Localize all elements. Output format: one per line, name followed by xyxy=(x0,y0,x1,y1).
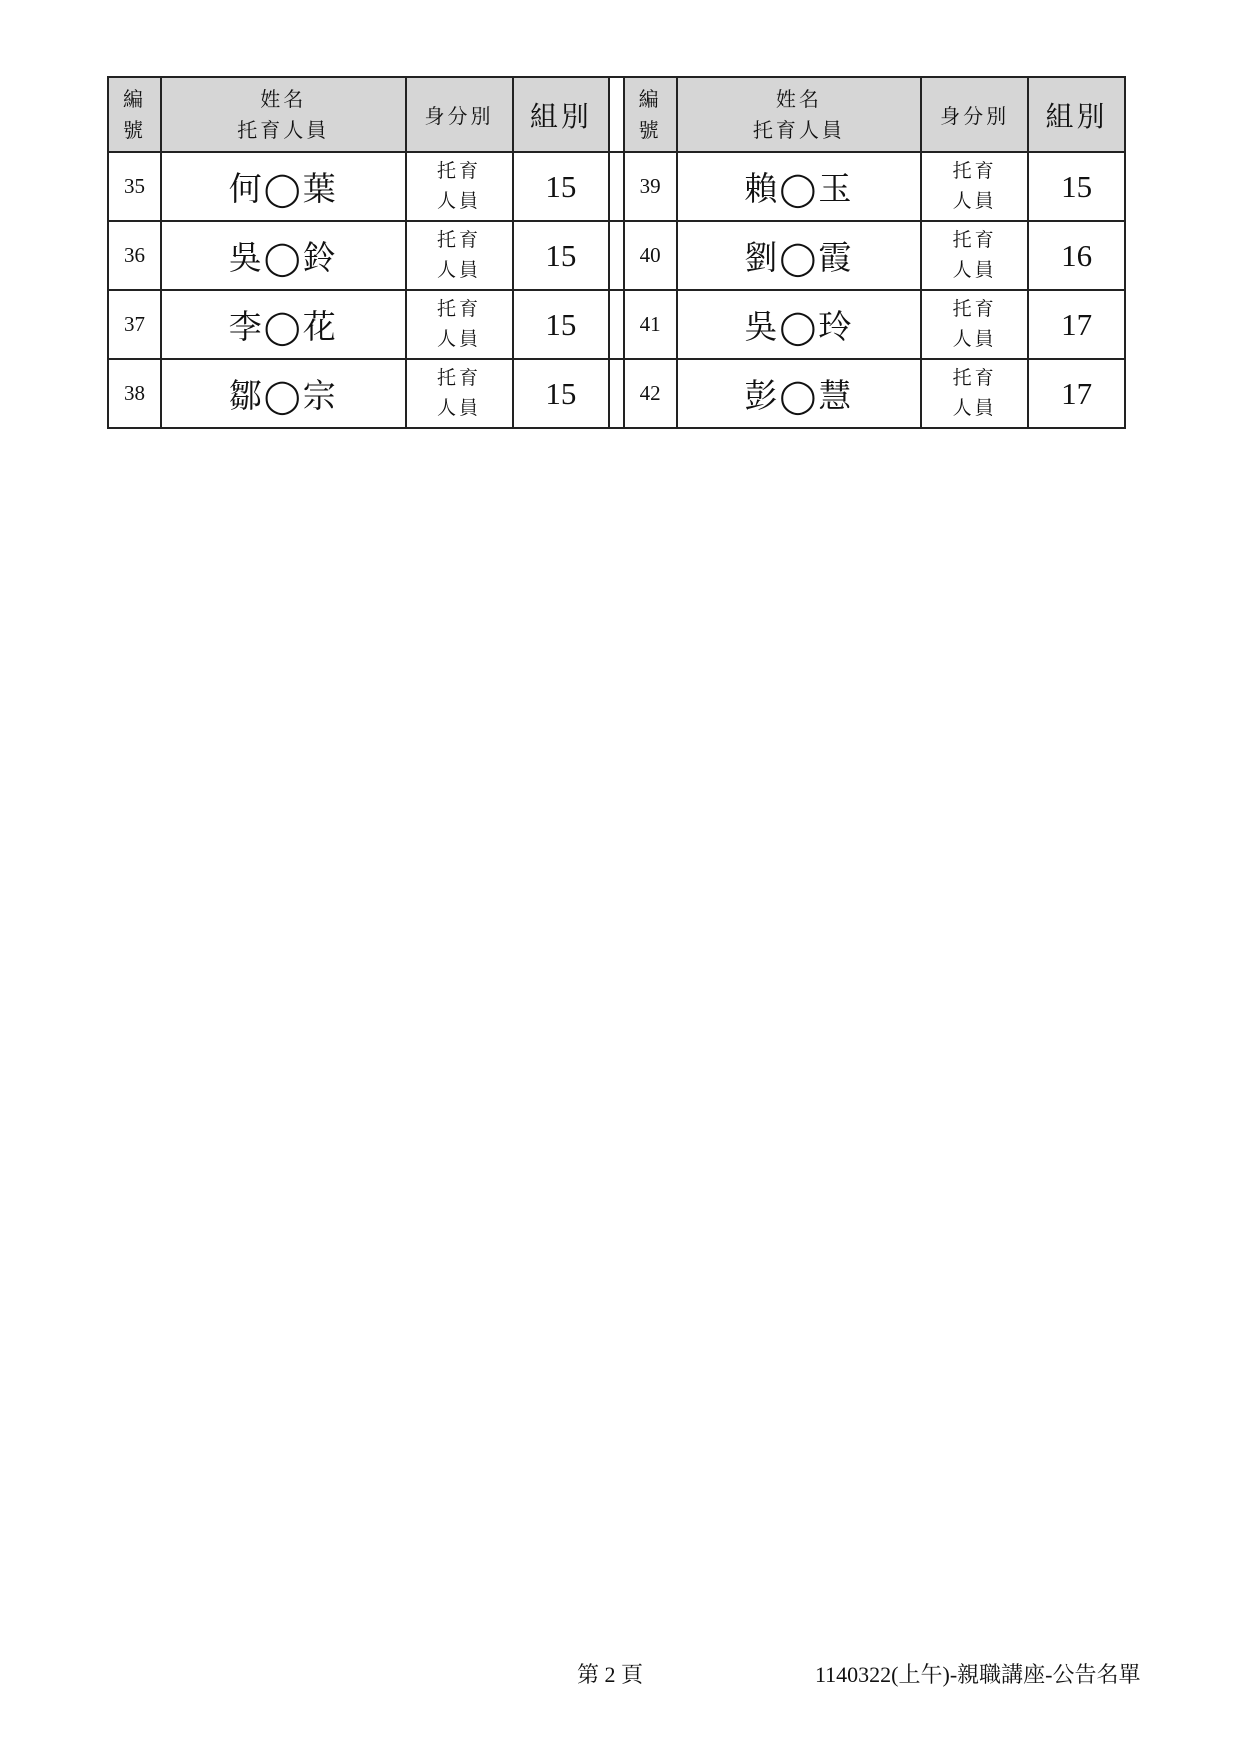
entry-role: 托育 人員 xyxy=(406,290,513,359)
entry-role: 托育 人員 xyxy=(921,221,1028,290)
column-separator xyxy=(609,359,623,428)
header-row xyxy=(108,77,1125,152)
entry-role: 托育 人員 xyxy=(406,152,513,221)
header-group-left: 組別 xyxy=(513,77,610,152)
entry-group: 15 xyxy=(513,221,610,290)
entry-name: 彭◯慧 xyxy=(677,359,922,428)
entry-group: 15 xyxy=(1028,152,1125,221)
entry-group: 15 xyxy=(513,359,610,428)
header-name-right: 姓名 托育人員 xyxy=(677,77,922,152)
entry-number: 37 xyxy=(108,290,161,359)
entry-number: 38 xyxy=(108,359,161,428)
roster-table xyxy=(107,76,1126,429)
entry-role: 托育 人員 xyxy=(921,152,1028,221)
column-separator xyxy=(609,221,623,290)
entry-name: 何◯葉 xyxy=(161,152,406,221)
entry-name: 李◯花 xyxy=(161,290,406,359)
entry-group: 15 xyxy=(513,290,610,359)
column-separator xyxy=(609,290,623,359)
entry-name: 鄒◯宗 xyxy=(161,359,406,428)
header-no-right: 編 號 xyxy=(624,77,677,152)
table-row xyxy=(108,221,1125,290)
entry-group: 16 xyxy=(1028,221,1125,290)
entry-number: 42 xyxy=(624,359,677,428)
entry-name: 吳◯玲 xyxy=(677,290,922,359)
entry-role: 托育 人員 xyxy=(406,359,513,428)
roster-body xyxy=(108,152,1125,428)
entry-name: 賴◯玉 xyxy=(677,152,922,221)
entry-number: 39 xyxy=(624,152,677,221)
column-separator xyxy=(609,77,623,152)
entry-role: 托育 人員 xyxy=(921,359,1028,428)
entry-role: 托育 人員 xyxy=(921,290,1028,359)
entry-group: 15 xyxy=(513,152,610,221)
table-row xyxy=(108,152,1125,221)
header-no-left: 編 號 xyxy=(108,77,161,152)
header-name-left: 姓名 托育人員 xyxy=(161,77,406,152)
header-role-right: 身分別 xyxy=(921,77,1028,152)
entry-name: 吳◯鈴 xyxy=(161,221,406,290)
document-title: 1140322(上午)-親職講座-公告名單 xyxy=(815,1662,1141,1687)
entry-number: 41 xyxy=(624,290,677,359)
table-row xyxy=(108,359,1125,428)
entry-number: 35 xyxy=(108,152,161,221)
entry-group: 17 xyxy=(1028,359,1125,428)
entry-number: 36 xyxy=(108,221,161,290)
page-number: 第 2 頁 xyxy=(577,1662,644,1687)
table-row xyxy=(108,290,1125,359)
header-role-left: 身分別 xyxy=(406,77,513,152)
entry-group: 17 xyxy=(1028,290,1125,359)
entry-name: 劉◯霞 xyxy=(677,221,922,290)
column-separator xyxy=(609,152,623,221)
header-group-right: 組別 xyxy=(1028,77,1125,152)
entry-number: 40 xyxy=(624,221,677,290)
entry-role: 托育 人員 xyxy=(406,221,513,290)
